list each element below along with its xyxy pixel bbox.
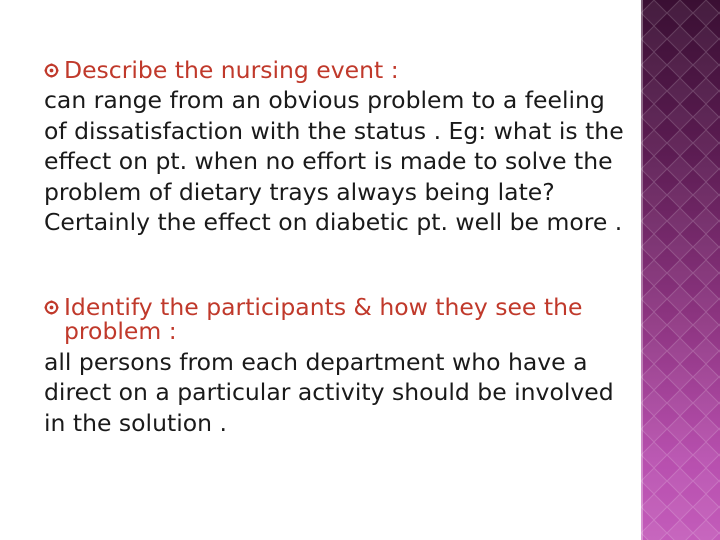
- gear-bullet-icon: [44, 300, 59, 315]
- bullet-body-text: all persons from each department who have a direct on a particular activity should be involved in the solution .: [44, 347, 614, 437]
- panel-divider: [641, 0, 643, 540]
- slide-content: [44, 56, 624, 438]
- bullet-item-describe: [44, 56, 624, 238]
- bullet-item-identify: [44, 293, 624, 439]
- bullet-heading-text: Identify the participants & how they see the problem :: [64, 292, 583, 345]
- bullet-body-text: can range from an obvious problem to a feeling of dissatisfaction with the status . Eg: what is the effect on pt. when no effort is made to solve the problem of dietary trays always being late? Certainly the effect on diabetic pt. well be more .: [44, 86, 624, 236]
- bullet-heading: [44, 56, 624, 85]
- bullet-heading: [44, 293, 624, 343]
- diamond-pattern: [641, 0, 720, 540]
- decorative-side-panel: [641, 0, 720, 540]
- gear-bullet-icon: [44, 63, 59, 78]
- bullet-heading-text: Describe the nursing event :: [64, 56, 399, 84]
